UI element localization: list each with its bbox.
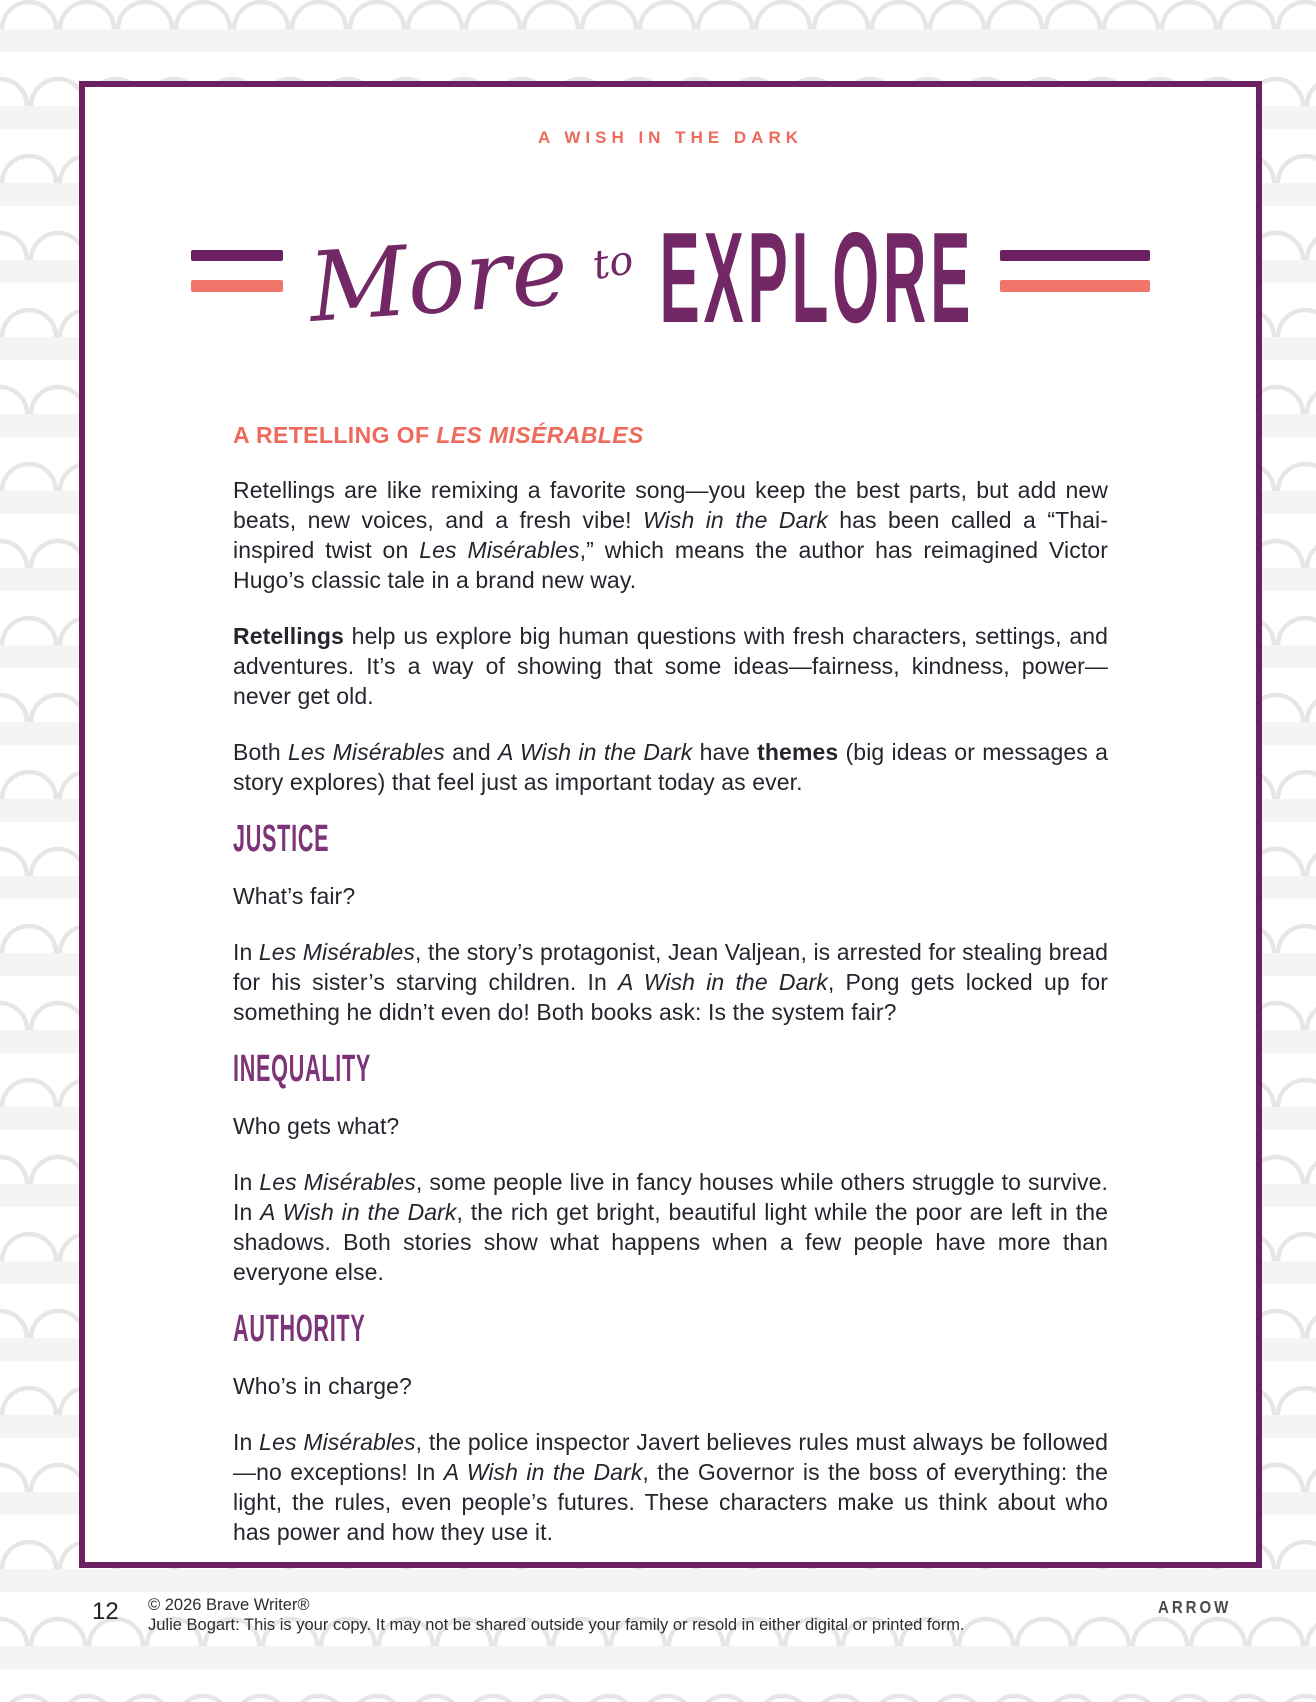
page-card — [79, 81, 1262, 1568]
theme-paragraph-inequality: In Les Misérables, some people live in fancy houses while others struggle to survive. In A Wish in the Dark, the rich get bright, beautiful light while the poor are left in the shadows. Both stories show what happens when a few people have more than everyone else. — [233, 1169, 1109, 1285]
theme-question-authority: Who’s in charge? — [233, 1373, 412, 1399]
theme-question-inequality: Who gets what? — [233, 1113, 400, 1139]
purple-rule-right — [1000, 250, 1150, 261]
intro-paragraph-1: Retellings are like remixing a favorite song—you keep the best parts, but add new beats, new voices, and a fresh vibe! Wish in the Dark has been called a “Thai-inspired twist on Les Misérables,” which means the author has reimagined Victor Hugo’s classic tale in a brand new way. — [233, 477, 1108, 593]
title-word-explore: EXPLORE — [659, 205, 975, 350]
footer-copyright — [148, 1596, 965, 1635]
title-rules-left — [191, 250, 283, 292]
footer-copyright-line2: Julie Bogart: This is your copy. It may not be shared outside your family or resold in either digital or printed form. — [148, 1615, 965, 1634]
footer-brand-arrow: ARROW — [1158, 1598, 1232, 1618]
article-body — [85, 364, 1256, 1547]
coral-rule-left — [191, 280, 283, 292]
theme-paragraph-authority: In Les Misérables, the police inspector Javert believes rules must always be followed—no exceptions! In A Wish in the Dark, the Governor is the boss of everything: the light, the rules, even people’s futures. These characters make us think about who has power and how they use it. — [233, 1429, 1109, 1545]
theme-heading-inequality: INEQUALITY — [233, 1048, 372, 1090]
book-title: A WISH IN THE DARK — [537, 128, 804, 147]
theme-question-justice: What’s fair? — [233, 883, 356, 909]
title-rules-right — [1000, 250, 1150, 292]
intro-paragraph-2: Retellings help us explore big human questions with fresh characters, settings, and adventures. It’s a way of showing that some ideas—fairness, kindness, power—never get old. — [233, 623, 1108, 709]
section-heading-retelling: A RETELLING OF LES MISÉRABLES — [233, 422, 644, 448]
theme-heading-authority: AUTHORITY — [233, 1308, 366, 1350]
title-word-to: to — [589, 236, 638, 290]
intro-paragraph-3: Both Les Misérables and A Wish in the Dark have themes (big ideas or messages a story explores) that feel just as important today as ever. — [233, 739, 1108, 795]
footer-copyright-line1: © 2026 Brave Writer® — [148, 1596, 310, 1614]
purple-rule-left — [191, 250, 283, 261]
coral-rule-right — [1000, 280, 1150, 292]
title-word-more: More — [305, 214, 572, 344]
page-title — [85, 194, 1256, 364]
page-number: 12 — [92, 1598, 119, 1625]
theme-heading-justice: JUSTICE — [233, 818, 330, 860]
theme-paragraph-justice: In Les Misérables, the story’s protagonist, Jean Valjean, is arrested for stealing bread for his sister’s starving children. In A Wish in the Dark, Pong gets locked up for something he didn’t even do! Both books ask: Is the system fair? — [233, 939, 1109, 1025]
